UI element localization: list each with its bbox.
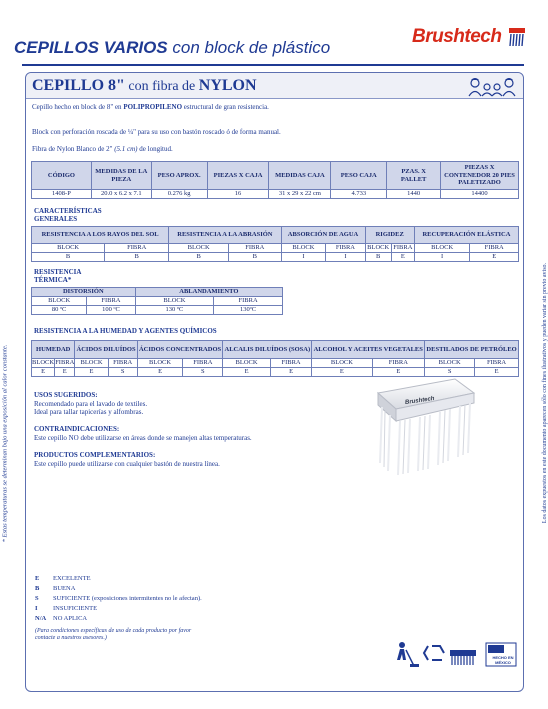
rating-cell: S [108, 368, 137, 377]
brand-logo [412, 24, 527, 52]
rating-cell: B [169, 253, 229, 262]
legend-note: (Para condiciones específicas de uso de cada producto por favor contacte a nuestros asesores.) [35, 628, 192, 641]
spec-cell: 14400 [441, 190, 519, 199]
spec-table-header-row [32, 162, 519, 190]
rating-cell: E [470, 253, 519, 262]
rating-cell: E [391, 253, 414, 262]
brush-stamp-icon [450, 650, 476, 665]
sub-header: FIBRA [87, 296, 135, 305]
thermal-group: ABLANDAMIENTO [135, 288, 282, 297]
rating-cell: E [223, 368, 270, 377]
cleaning-person-icon [397, 642, 419, 667]
sub-header: FIBRA [393, 244, 413, 251]
thermal-group: DISTORSIÓN [32, 288, 136, 297]
spec-cell: 16 [207, 190, 269, 199]
spec-cell: 1440 [387, 190, 441, 199]
sub-header: BLOCK [137, 359, 183, 368]
temperature-cell: 130 ºC [135, 305, 214, 314]
legend-item: I INSUFICIENTE [35, 605, 98, 612]
spec-header: PIEZAS X CAJA [207, 162, 269, 190]
spec-header: PESO CAJA [331, 162, 387, 190]
temperature-cell: 80 ºC [32, 305, 87, 314]
table-row [32, 305, 283, 314]
chemical-label: RESISTENCIA A LA HUMEDAD Y AGENTES QUÍMICOS [34, 327, 217, 335]
spec-header: CÓDIGO [32, 162, 92, 190]
page-title-rest: con block de plástico [172, 38, 331, 57]
chemical-group: ALCOHOL Y ACEITES VEGETALES [312, 341, 425, 359]
chemical-group: ALCALIS DILUÍDOS (SOSA) [223, 341, 312, 359]
spec-cell: 1408-P [32, 190, 92, 199]
sub-header: FIBRA [372, 359, 425, 368]
sub-header: BLOCK [414, 244, 469, 253]
page-title [14, 38, 330, 58]
rating-cell: S [425, 368, 475, 377]
characteristics-sub-row [32, 244, 519, 253]
product-title-size: CEPILLO 8" [32, 77, 125, 94]
brand-logo-text: Brushtech [412, 26, 502, 47]
thermal-sub-row [32, 296, 283, 305]
rating-cell: E [270, 368, 312, 377]
sub-header: FIBRA [470, 244, 519, 253]
sub-header: BLOCK [75, 359, 108, 368]
table-row [32, 190, 519, 199]
spec-header: PZAS. X PALLET [387, 162, 441, 190]
characteristics-label: CARACTERÍSTICAS GENERALES [34, 207, 102, 223]
sub-header: FIBRA [214, 296, 283, 305]
rating-cell: I [326, 253, 365, 262]
header-divider [22, 64, 524, 66]
product-title [32, 77, 257, 95]
rating-cell: E [75, 368, 108, 377]
spec-cell: 20.0 x 6.2 x 7.1 [91, 190, 151, 199]
rating-cell: E [32, 368, 55, 377]
legend-item: S SUFICIENTE (exposiciones intermitentes no le afectan). [35, 595, 202, 602]
spec-header: MEDIDAS DE LA PIEZA [91, 162, 151, 190]
thermal-group-row [32, 288, 283, 297]
rating-cell: E [372, 368, 425, 377]
spec-table [31, 161, 519, 199]
sub-header: FIBRA [270, 359, 312, 368]
legend-item: E EXCELENTE [35, 575, 91, 582]
sub-header: FIBRA [475, 359, 519, 368]
sub-header: BLOCK [281, 244, 326, 253]
sub-header: FIBRA [108, 359, 137, 368]
sub-header: BLOCK [32, 359, 55, 366]
sub-header: FIBRA [183, 359, 223, 368]
thermal-table [31, 287, 283, 315]
brush-product-image [370, 363, 480, 483]
characteristics-group: RESISTENCIA A LA ABRASIÓN [169, 227, 281, 244]
product-description-2: Block con perforación roscada de ¼" para su uso con bastón roscado ó de forma manual. [32, 128, 281, 136]
rating-cell: B [365, 253, 391, 262]
chemical-group: DESTILADOS DE PETRÓLEO [425, 341, 519, 359]
complement-line: Este cepillo puede utilizarse con cualquier bastón de nuestra línea. [34, 460, 220, 468]
thermal-label: RESISTENCIA TÉRMICA* [34, 268, 82, 284]
sub-header: BLOCK [32, 244, 105, 253]
spec-header: MEDIDAS CAJA [269, 162, 331, 190]
sub-header: FIBRA [326, 244, 365, 253]
product-title-mid: con fibra de [124, 79, 199, 94]
characteristics-group: RIGIDEZ [365, 227, 414, 244]
usage-line: Ideal para tallar tapicerías y alfombras. [34, 408, 144, 416]
page-title-bold: CEPILLOS VARIOS [14, 38, 168, 57]
sub-header: BLOCK [32, 296, 87, 305]
product-title-material: NYLON [198, 77, 257, 94]
contra-title: CONTRAINDICACIONES: [34, 425, 120, 433]
characteristics-group: RESISTENCIA A LOS RAYOS DEL SOL [32, 227, 169, 244]
chemical-group: ÁCIDOS DILUÍDOS [75, 341, 137, 359]
legend-item: B BUENA [35, 585, 76, 592]
legend-item: N/A NO APLICA [35, 615, 88, 622]
rating-cell: B [105, 253, 169, 262]
rating-cell: B [229, 253, 281, 262]
rating-cell: E [312, 368, 372, 377]
rating-cell: B [32, 253, 105, 262]
rating-legend [35, 574, 202, 624]
product-description-1: Cepillo hecho en block de 8" en POLIPROPILENO estructural de gran resistencia. [32, 103, 269, 111]
product-description-3: Fibra de Nylon Blanco de 2" (5.1 cm) de longitud. [32, 145, 173, 153]
made-in-mexico-label: HECHO EN MÉXICO [492, 655, 514, 665]
rating-cell: I [281, 253, 326, 262]
sub-header: FIBRA [55, 359, 75, 366]
sub-header: BLOCK [223, 359, 270, 368]
temperature-cell: 130ºC [214, 305, 283, 314]
sub-header: BLOCK [365, 244, 391, 253]
sub-header: FIBRA [229, 244, 281, 253]
table-row [32, 253, 519, 262]
workers-icon [467, 75, 517, 97]
characteristics-table [31, 226, 519, 262]
sub-header: FIBRA [105, 244, 169, 253]
rating-cell: I [414, 253, 469, 262]
product-card-header [26, 73, 523, 99]
side-note-right: Los datos expuestos en este documento aparecen sólo con fines ilustrativos y pueden variar sin previo aviso. [542, 262, 548, 524]
sub-header: BLOCK [135, 296, 214, 305]
characteristics-group-row [32, 227, 519, 244]
usage-title: USOS SUGERIDOS: [34, 391, 98, 399]
spec-cell: 4.733 [331, 190, 387, 199]
rating-cell: S [183, 368, 223, 377]
spec-cell: 0.276 kg [151, 190, 207, 199]
chemical-group: HUMEDAD [32, 341, 75, 359]
chemical-group-row [32, 341, 519, 359]
brush-bristle-icon [507, 26, 527, 48]
contra-line: Este cepillo NO debe utilizarse en áreas donde se manejen altas temperaturas. [34, 434, 252, 442]
spec-cell: 31 x 29 x 22 cm [269, 190, 331, 199]
sub-header: BLOCK [312, 359, 372, 368]
sub-header: BLOCK [425, 359, 475, 368]
rating-cell: E [475, 368, 519, 377]
side-note-left: * Estas temperaturas se determinan bajo una exposición al calor constante. [1, 344, 9, 543]
complement-title: PRODUCTOS COMPLEMENTARIOS: [34, 451, 156, 459]
sub-header: BLOCK [169, 244, 229, 253]
chemical-group: ÁCIDOS CONCENTRADOS [137, 341, 223, 359]
temperature-cell: 100 ºC [87, 305, 135, 314]
rating-cell: E [137, 368, 183, 377]
recycle-icon [424, 646, 444, 660]
spec-header: PESO APROX. [151, 162, 207, 190]
brush-photo-label: Brushtech [404, 395, 435, 407]
characteristics-group: RECUPERACIÓN ELÁSTICA [414, 227, 518, 244]
usage-line: Recomendado para el lavado de textiles. [34, 400, 148, 408]
spec-header: PIEZAS X CONTENEDOR 20 PIES PALETIZADO [441, 162, 519, 190]
rating-cell: E [55, 368, 75, 377]
characteristics-group: ABSORCIÓN DE AGUA [281, 227, 365, 244]
